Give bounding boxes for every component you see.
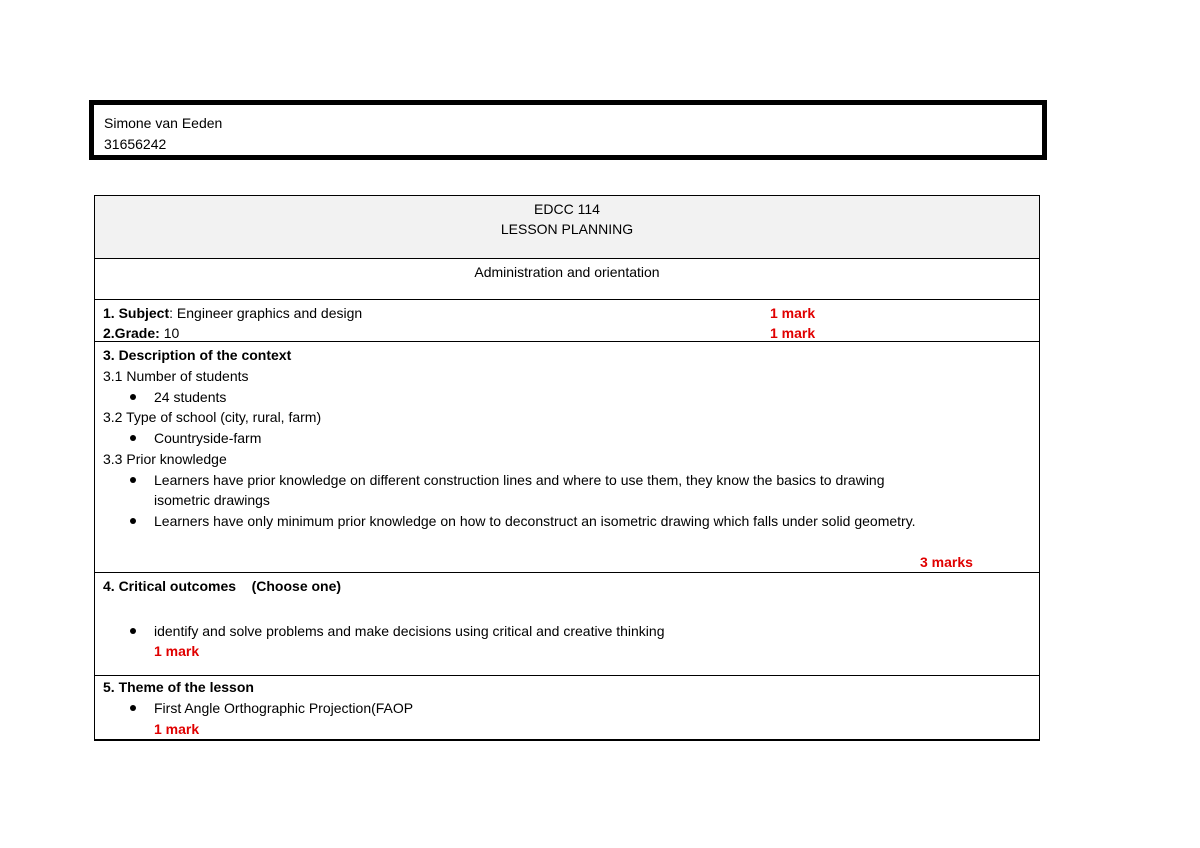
student-name: Simone van Eeden	[104, 115, 223, 131]
bullet-icon	[130, 628, 136, 634]
theme-heading: 5. Theme of the lesson	[103, 679, 254, 695]
theme-item: First Angle Orthographic Projection(FAOP	[154, 700, 414, 716]
grade-line	[103, 323, 179, 343]
prior-label: 3.3 Prior knowledge	[103, 451, 227, 467]
admin-row	[94, 258, 1040, 299]
bullet-icon	[130, 394, 136, 400]
bullet-icon	[130, 477, 136, 483]
subject-line	[103, 303, 362, 323]
students-value: 24 students	[154, 389, 227, 405]
prior-item-1-line-1: Learners have prior knowledge on different construction lines and where to use them, they know the basics to drawing	[154, 472, 885, 488]
course-code: EDCC 114	[534, 201, 600, 217]
student-number: 31656242	[104, 136, 167, 152]
critical-mark: 1 mark	[154, 643, 200, 659]
subject-value: : Engineer graphics and design	[169, 305, 363, 321]
prior-item-1-line-2: isometric drawings	[154, 492, 270, 508]
context-heading: 3. Description of the context	[103, 347, 292, 363]
grade-value: 10	[159, 325, 180, 341]
theme-row	[94, 675, 1040, 741]
subject-label: 1. Subject	[103, 305, 170, 321]
context-mark: 3 marks	[920, 554, 973, 570]
lesson-plan-table	[94, 195, 1040, 741]
school-label: 3.2 Type of school (city, rural, farm)	[103, 409, 322, 425]
context-row	[94, 341, 1040, 572]
critical-item: identify and solve problems and make decisions using critical and creative thinking	[154, 623, 665, 639]
table-header-row	[94, 195, 1040, 258]
admin-heading: Administration and orientation	[474, 264, 660, 280]
subject-mark: 1 mark	[770, 305, 816, 321]
bullet-icon	[130, 705, 136, 711]
critical-heading: 4. Critical outcomes (Choose one)	[103, 578, 342, 594]
student-info-box	[89, 100, 1047, 160]
bullet-icon	[130, 435, 136, 441]
theme-mark: 1 mark	[154, 721, 200, 737]
bullet-icon	[130, 518, 136, 524]
grade-mark: 1 mark	[770, 325, 816, 341]
school-value: Countryside-farm	[154, 430, 262, 446]
prior-item-2: Learners have only minimum prior knowledge on how to deconstruct an isometric drawing which falls under solid geometry.	[154, 513, 916, 529]
subject-grade-row	[94, 299, 1040, 341]
critical-outcomes-row	[94, 572, 1040, 675]
grade-label: 2.Grade:	[103, 325, 160, 341]
students-label: 3.1 Number of students	[103, 368, 249, 384]
page-title: LESSON PLANNING	[500, 221, 634, 237]
